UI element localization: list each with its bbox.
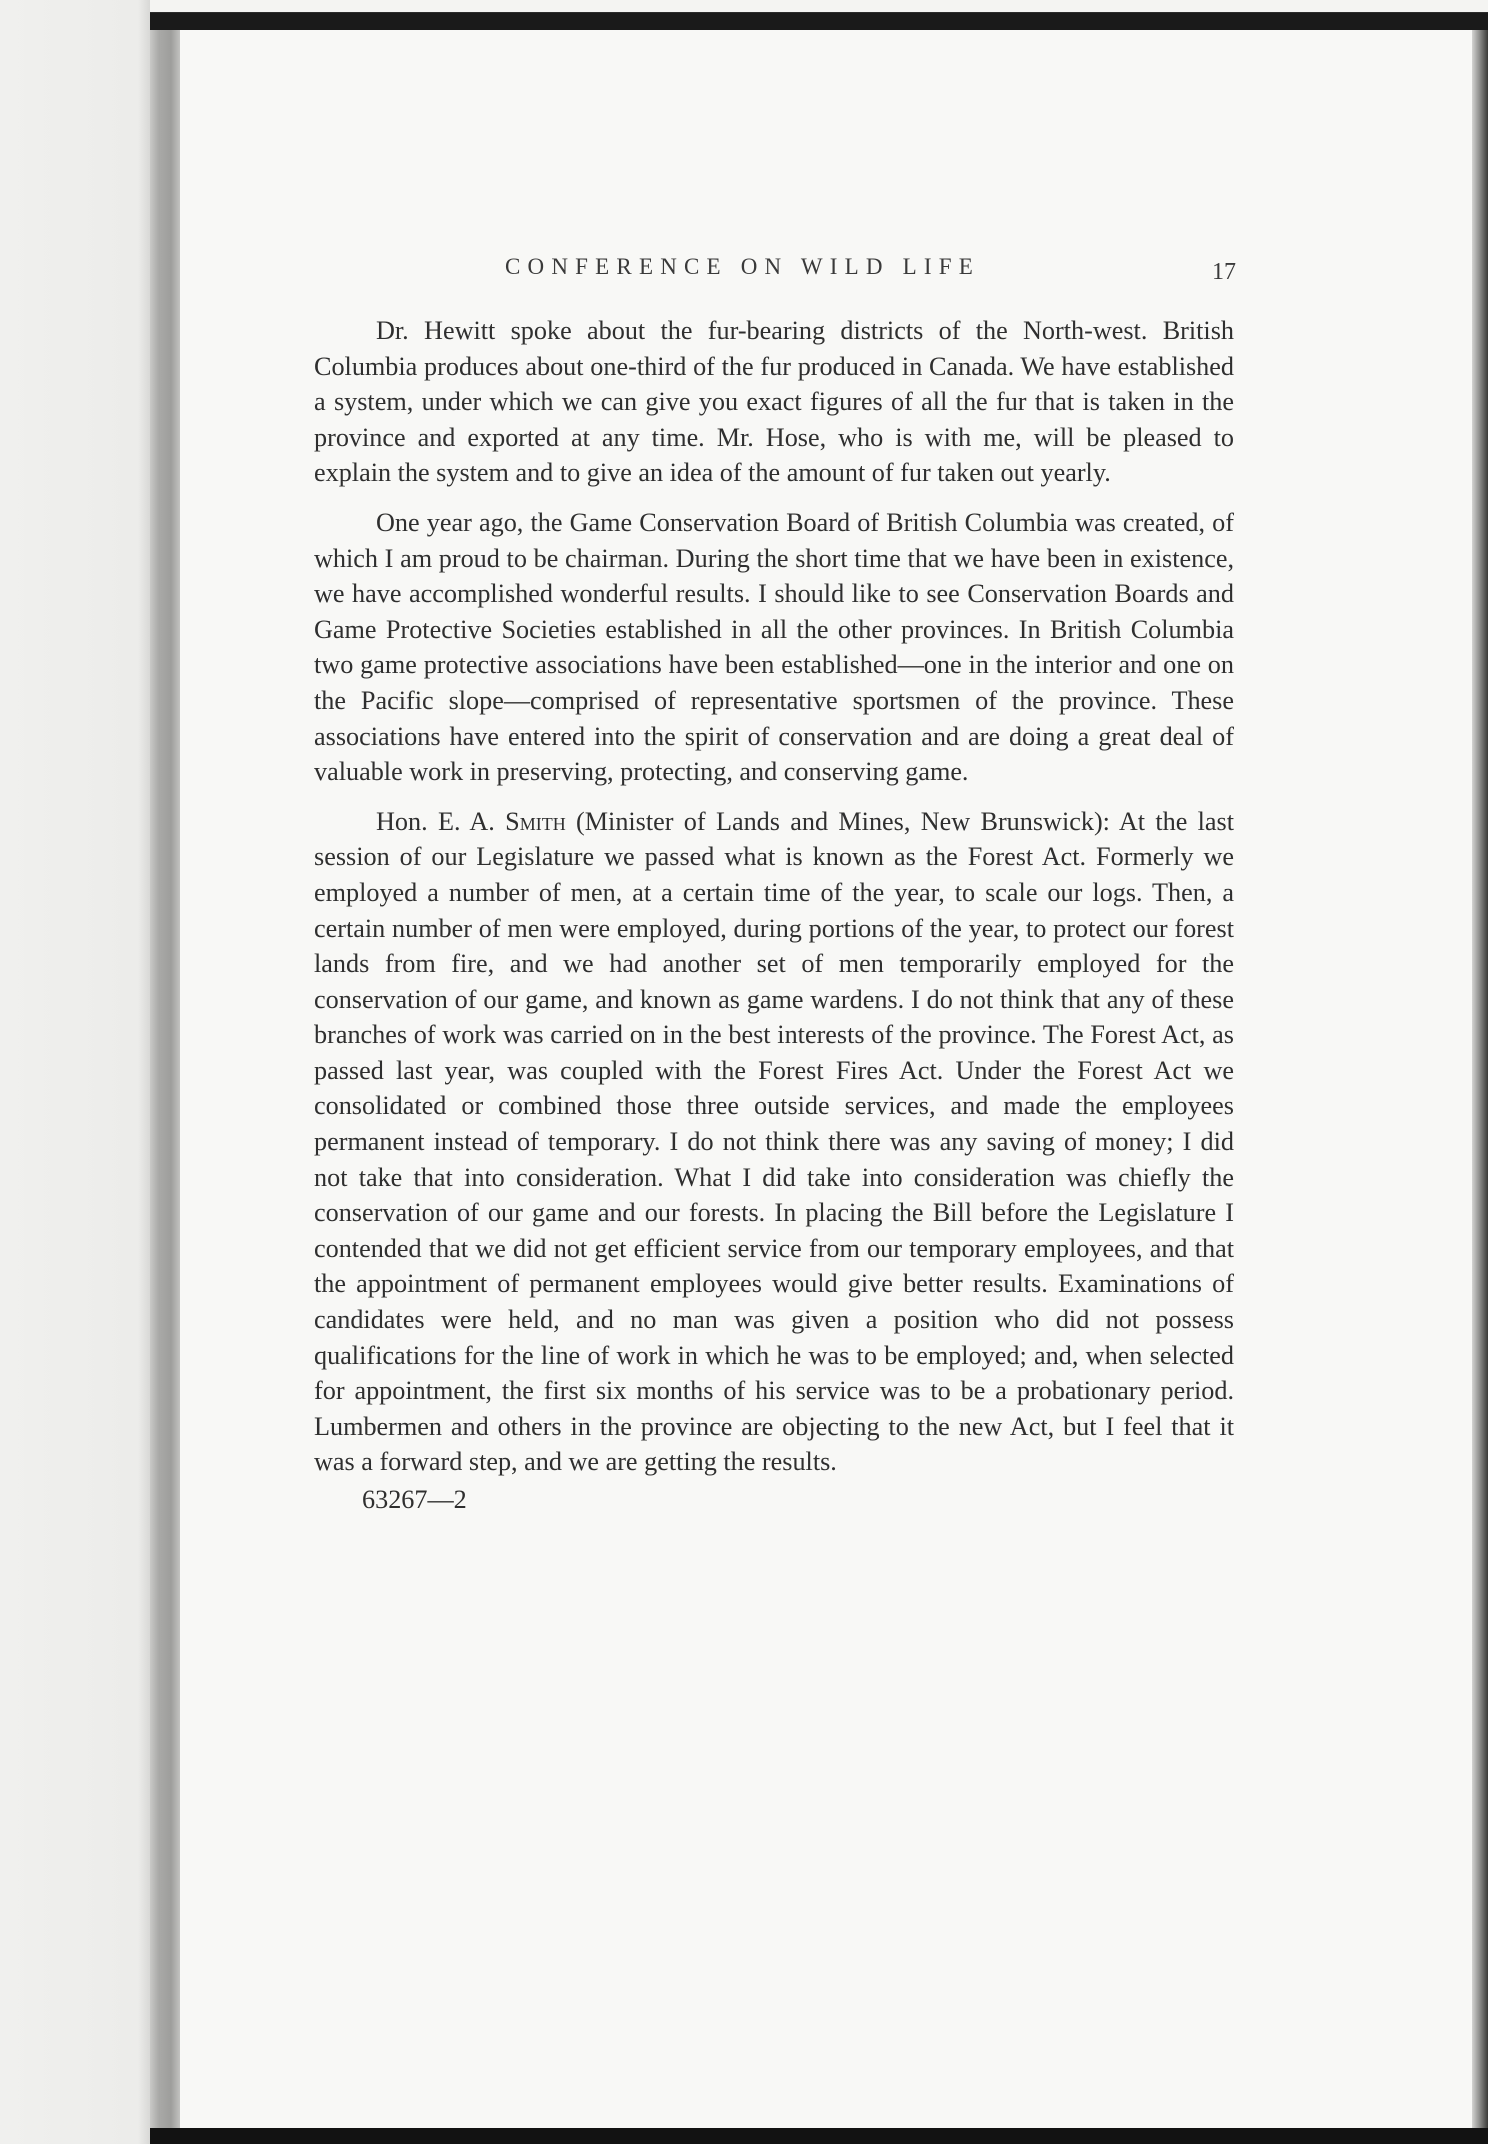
- scan-top-edge: [0, 0, 1488, 30]
- paragraph-smith: [314, 804, 1234, 1480]
- paragraph-text: One year ago, the Game Conservation Board of British Columbia was created, of which I am proud to be chairman. During the short time that we have been in existence, we have accomplished wonderful results. I should like to see Conservation Boards and Game Protective Societies established in all the other provinces. In British Columbia two game protective associations have been established—one in the interior and one on the Pacific slope—comprised of representative sportsmen of the province. These associations have entered into the spirit of conservation and are doing a great deal of valuable work in preserving, protecting, and conserving game.: [314, 507, 1234, 787]
- speaker-name: Smith: [505, 806, 566, 836]
- paragraph-text: (Minister of Lands and Mines, New Brunswick): At the last session of our Legislature we passed what is known as the Forest Act. Formerly we employed a number of men, at a certain time of the year, to scale our logs. Then, a certain number of men were employed, during portions of the year, to protect our forest lands from fire, and we had another set of men temporarily employed for the conservation of our game, and known as game wardens. I do not think that any of these branches of work was carried on in the best interests of the province. The Forest Act, as passed last year, was coupled with the Forest Fires Act. Under the Forest Act we consolidated or combined those three outside services, and made the employees permanent instead of temporary. I do not think there was any saving of money; I did not take that into consideration. What I did take into consideration was chiefly the conservation of our game and our forests. In placing the Bill before the Legislature I contended that we did not get efficient service from our temporary employees, and that the appointment of permanent employees would give better results. Examinations of candidates were held, and no man was given a position who did not possess qualifications for the line of work in which he was to be employed; and, when selected for appointment, the first six months of his service was to be a probationary period. Lumbermen and others in the province are objecting to the new Act, but I feel that it was a forward step, and we are getting the results.: [314, 806, 1234, 1477]
- scan-bottom-edge: [150, 2128, 1488, 2144]
- paragraph-game-board: [314, 505, 1234, 790]
- page-number: 17: [1212, 259, 1236, 285]
- running-title: CONFERENCE ON WILD LIFE: [505, 254, 981, 279]
- paragraph-hewitt: [314, 313, 1234, 491]
- signature-mark: 63267—2: [362, 1485, 467, 1514]
- page-right-edge: [1472, 30, 1488, 2144]
- paragraph-text: Dr. Hewitt spoke about the fur-bearing districts of the North-west. British Columbia produces about one-third of the fur produced in Canada. We have established a system, under which we can give you exact figures of all the fur that is taken in the province and exported at any time. Mr. Hose, who is with me, will be pleased to explain the system and to give an idea of the amount of fur taken out yearly.: [314, 316, 1234, 488]
- facing-page-margin: [0, 0, 150, 2144]
- body-text: [314, 313, 1234, 1518]
- binding-gutter-shadow: [150, 30, 180, 2130]
- speaker-prefix: Hon. E. A.: [376, 806, 506, 836]
